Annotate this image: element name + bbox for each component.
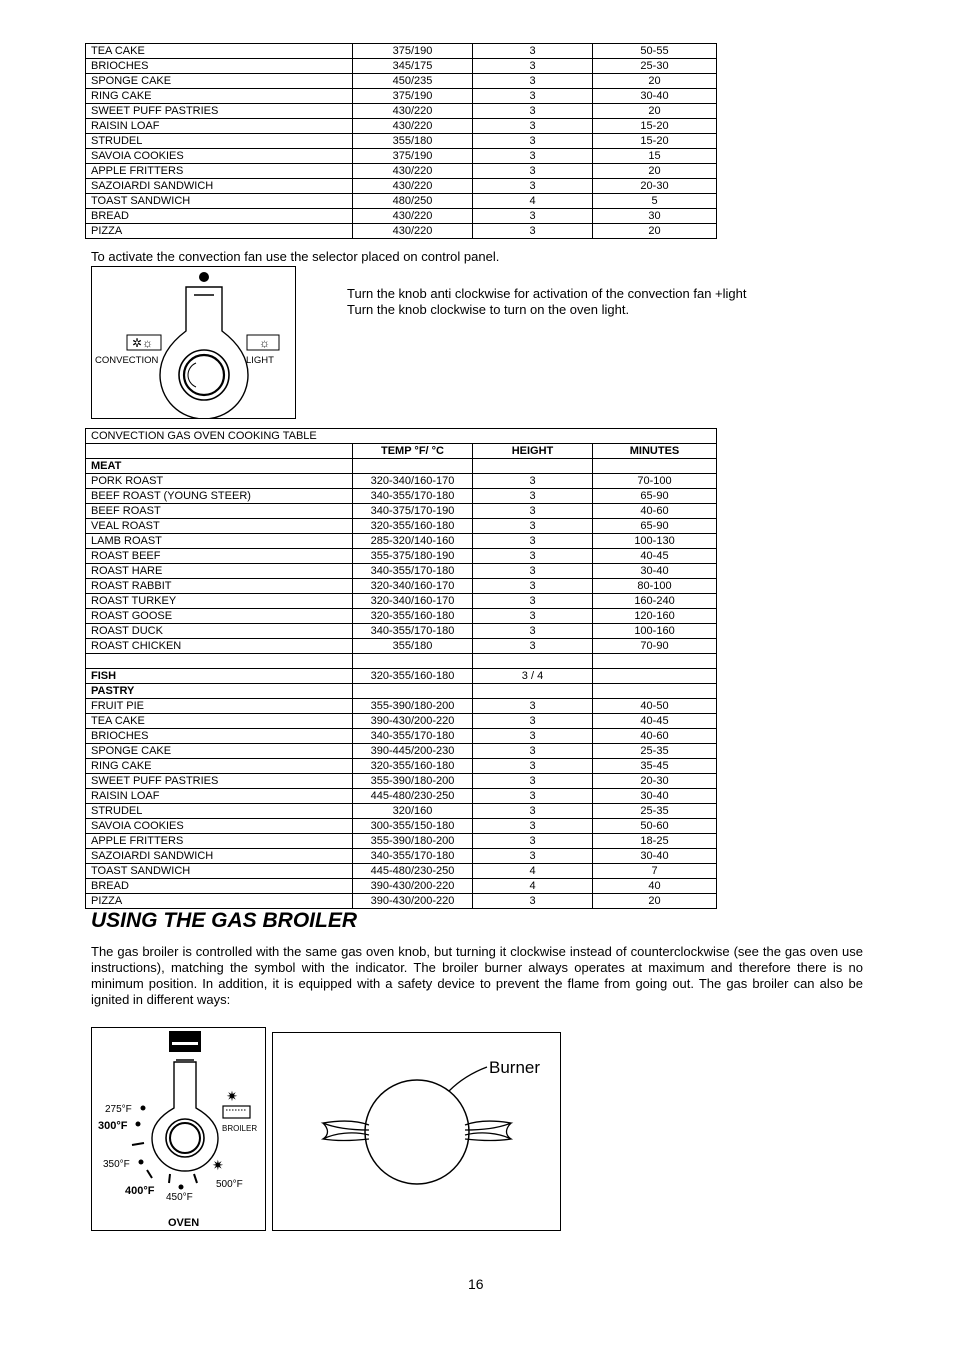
knob-instruction-2: Turn the knob clockwise to turn on the oven light. [347,302,630,317]
minutes-cell: 70-90 [593,639,717,654]
item-cell: ROAST GOOSE [86,609,353,624]
minutes-cell: 40-45 [593,549,717,564]
table-row [86,549,717,564]
item-cell: FISH [86,669,353,684]
header-minutes: MINUTES [593,444,717,459]
height-cell: 3 [473,549,593,564]
temp-cell: 340-355/170-180 [353,729,473,744]
table-row [86,699,717,714]
table-row [86,149,717,164]
item-cell: TOAST SANDWICH [86,864,353,879]
height-cell: 3 / 4 [473,669,593,684]
table-row [86,44,717,59]
table-row [86,224,717,239]
minutes-cell: 25-30 [593,59,717,74]
height-cell: 3 [473,209,593,224]
burner-figure [272,1032,561,1231]
minutes-cell: 40 [593,879,717,894]
item-cell: RING CAKE [86,759,353,774]
header-item [86,444,353,459]
table-row [86,759,717,774]
temp-cell: 355-390/180-200 [353,834,473,849]
table-row [86,609,717,624]
item-cell: STRUDEL [86,134,353,149]
minutes-cell [593,669,717,684]
item-cell: LAMB ROAST [86,534,353,549]
minutes-cell: 18-25 [593,834,717,849]
item-cell: RAISIN LOAF [86,119,353,134]
height-cell: 4 [473,194,593,209]
temp-cell: 390-430/200-220 [353,714,473,729]
height-cell: 3 [473,834,593,849]
temp-cell: 285-320/140-160 [353,534,473,549]
table-row [86,744,717,759]
temp-cell: 340-375/170-190 [353,504,473,519]
table-row [86,474,717,489]
height-cell: 3 [473,804,593,819]
temp-cell: 320-355/160-180 [353,519,473,534]
minutes-cell: 30-40 [593,564,717,579]
temp-500: 500°F [216,1179,243,1190]
height-cell: 3 [473,519,593,534]
section-row [86,669,717,684]
temp-cell: 355/180 [353,639,473,654]
table-row [86,209,717,224]
item-cell: SAZOIARDI SANDWICH [86,849,353,864]
item-cell: VEAL ROAST [86,519,353,534]
table-row [86,804,717,819]
table-row [86,119,717,134]
table-row [86,714,717,729]
height-cell: 3 [473,579,593,594]
temp-cell: 320-340/160-170 [353,579,473,594]
table-row [86,894,717,909]
burner-label: Burner [489,1058,541,1077]
height-cell: 3 [473,624,593,639]
table-row [86,624,717,639]
minutes-cell: 20 [593,164,717,179]
item-cell [86,654,353,669]
table-row [86,104,717,119]
table-row [86,879,717,894]
item-cell: ROAST RABBIT [86,579,353,594]
height-cell: 3 [473,759,593,774]
item-cell: BEEF ROAST [86,504,353,519]
minutes-cell: 30-40 [593,849,717,864]
item-cell: APPLE FRITTERS [86,834,353,849]
table-row [86,579,717,594]
minutes-cell: 20-30 [593,179,717,194]
temp-cell: 355-390/180-200 [353,774,473,789]
table-row [86,819,717,834]
item-cell: ROAST BEEF [86,549,353,564]
table-row [86,534,717,549]
broiler-flame-icon: ✷ [226,1088,238,1104]
height-cell: 3 [473,164,593,179]
temp-300: 300°F [98,1120,128,1132]
temp-cell: 355-375/180-190 [353,549,473,564]
table-row [86,849,717,864]
height-cell: 4 [473,879,593,894]
minutes-cell: 120-160 [593,609,717,624]
table-row [86,834,717,849]
temp-cell: 320-340/160-170 [353,474,473,489]
minutes-cell: 30-40 [593,789,717,804]
height-cell: 3 [473,179,593,194]
item-cell: BEEF ROAST (YOUNG STEER) [86,489,353,504]
height-cell: 3 [473,149,593,164]
broiler-label: BROILER [222,1124,258,1133]
temp-cell: 430/220 [353,209,473,224]
table-row [86,564,717,579]
table-row [86,89,717,104]
height-cell: 3 [473,44,593,59]
minutes-cell: 20 [593,224,717,239]
height-cell: 3 [473,134,593,149]
minutes-cell: 80-100 [593,579,717,594]
item-cell: PIZZA [86,894,353,909]
height-cell: 3 [473,639,593,654]
temp-cell: 375/190 [353,149,473,164]
temp-cell: 430/220 [353,224,473,239]
item-cell: SAVOIA COOKIES [86,149,353,164]
oven-broiler-knob-figure [91,1027,266,1231]
minutes-cell: 20-30 [593,774,717,789]
temp-cell: 320-355/160-180 [353,759,473,774]
temp-cell: 390-430/200-220 [353,894,473,909]
height-cell: 3 [473,609,593,624]
item-cell: MEAT [86,459,353,474]
height-cell [473,654,593,669]
height-cell [473,684,593,699]
table-title: CONVECTION GAS OVEN COOKING TABLE [86,429,717,444]
item-cell: SWEET PUFF PASTRIES [86,774,353,789]
temp-cell: 445-480/230-250 [353,864,473,879]
height-cell: 4 [473,864,593,879]
height-cell: 3 [473,534,593,549]
temp-350: 350°F [103,1159,130,1170]
minutes-cell: 7 [593,864,717,879]
table-row [86,594,717,609]
minutes-cell: 15-20 [593,119,717,134]
minutes-cell: 15-20 [593,134,717,149]
minutes-cell: 5 [593,194,717,209]
minutes-cell [593,684,717,699]
knob-instruction-1: Turn the knob anti clockwise for activation of the convection fan +light [347,286,747,301]
minutes-cell: 160-240 [593,594,717,609]
temp-cell: 430/220 [353,119,473,134]
temp-cell: 320-355/160-180 [353,669,473,684]
temp-cell: 430/220 [353,104,473,119]
table-row [86,504,717,519]
table-row [86,59,717,74]
item-cell: ROAST CHICKEN [86,639,353,654]
item-cell: APPLE FRITTERS [86,164,353,179]
minutes-cell: 40-50 [593,699,717,714]
minutes-cell: 65-90 [593,489,717,504]
temp-cell: 340-355/170-180 [353,624,473,639]
minutes-cell [593,654,717,669]
svg-text:☼: ☼ [259,336,270,350]
convection-fan-note: To activate the convection fan use the selector placed on control panel. [91,249,500,264]
height-cell: 3 [473,594,593,609]
light-icon [247,335,279,350]
height-cell: 3 [473,789,593,804]
temp-cell: 390-430/200-220 [353,879,473,894]
item-cell: TOAST SANDWICH [86,194,353,209]
temp-cell: 375/190 [353,89,473,104]
item-cell: SWEET PUFF PASTRIES [86,104,353,119]
height-cell: 3 [473,104,593,119]
temp-cell: 320/160 [353,804,473,819]
table-row [86,164,717,179]
table-row [86,729,717,744]
item-cell: BREAD [86,879,353,894]
minutes-cell: 100-130 [593,534,717,549]
height-cell: 3 [473,849,593,864]
height-cell: 3 [473,564,593,579]
temp-cell: 390-445/200-230 [353,744,473,759]
minutes-cell: 20 [593,894,717,909]
minutes-cell: 20 [593,74,717,89]
item-cell: SAZOIARDI SANDWICH [86,179,353,194]
item-cell: RAISIN LOAF [86,789,353,804]
temp-cell: 320-340/160-170 [353,594,473,609]
minutes-cell: 30-40 [593,89,717,104]
table-row [86,489,717,504]
temp-cell: 430/220 [353,179,473,194]
item-cell: TEA CAKE [86,44,353,59]
table-row [86,194,717,209]
temp-cell [353,459,473,474]
height-cell: 3 [473,714,593,729]
item-cell: PIZZA [86,224,353,239]
height-cell: 3 [473,74,593,89]
minutes-cell [593,459,717,474]
minutes-cell: 65-90 [593,519,717,534]
left-flame-icon [323,1121,369,1141]
section-row [86,684,717,699]
temp-cell: 320-355/160-180 [353,609,473,624]
height-cell: 3 [473,119,593,134]
temp-cell: 340-355/170-180 [353,489,473,504]
item-cell: ROAST TURKEY [86,594,353,609]
page-number: 16 [468,1276,484,1292]
right-flame-icon [465,1121,511,1141]
minutes-cell: 50-55 [593,44,717,59]
minutes-cell: 40-45 [593,714,717,729]
temp-cell: 340-355/170-180 [353,564,473,579]
baking-table-continued [85,43,717,239]
table-row [86,134,717,149]
table-row [86,864,717,879]
height-cell: 3 [473,474,593,489]
item-cell: SPONGE CAKE [86,74,353,89]
temp-cell: 300-355/150-180 [353,819,473,834]
broiler-paragraph: The gas broiler is controlled with the same gas oven knob, but turning it clockwise instead of counterclockwise (see the gas oven use instructions), matching the symbol with the indicator. The broiler burner always operates at maximum and therefore there is no minimum position. In addition, it is equipped with a safety device to prevent the flame from going out. The gas broiler can also be ignited in different ways: [91,944,863,1007]
table-row [86,519,717,534]
height-cell: 3 [473,774,593,789]
temp-cell: 340-355/170-180 [353,849,473,864]
temp-cell: 345/175 [353,59,473,74]
convection-knob-figure [91,266,296,419]
minutes-cell: 50-60 [593,819,717,834]
temp-cell: 375/190 [353,44,473,59]
table-title-row [86,429,717,444]
item-cell: SAVOIA COOKIES [86,819,353,834]
item-cell: RING CAKE [86,89,353,104]
height-cell [473,459,593,474]
section-row [86,459,717,474]
item-cell: TEA CAKE [86,714,353,729]
height-cell: 3 [473,224,593,239]
temp-cell: 480/250 [353,194,473,209]
height-cell: 3 [473,89,593,104]
item-cell: BREAD [86,209,353,224]
header-temp: TEMP °F/ °C [353,444,473,459]
oven-caption: OVEN [168,1217,200,1229]
table-header-row [86,444,717,459]
height-cell: 3 [473,699,593,714]
minutes-cell: 40-60 [593,504,717,519]
light-label: LIGHT [246,355,274,366]
spacer-row [86,654,717,669]
minutes-cell: 25-35 [593,804,717,819]
temp-400: 400°F [125,1185,155,1197]
item-cell: ROAST DUCK [86,624,353,639]
temp-cell [353,654,473,669]
temp-cell: 445-480/230-250 [353,789,473,804]
item-cell: ROAST HARE [86,564,353,579]
broiler-icon [223,1106,250,1118]
temp-275: 275°F [105,1104,132,1115]
height-cell: 3 [473,504,593,519]
item-cell: PASTRY [86,684,353,699]
table-row [86,639,717,654]
height-cell: 3 [473,894,593,909]
minutes-cell: 100-160 [593,624,717,639]
table-row [86,789,717,804]
minutes-cell: 20 [593,104,717,119]
item-cell: FRUIT PIE [86,699,353,714]
temp-450: 450°F [166,1192,193,1203]
minutes-cell: 15 [593,149,717,164]
max-flame-icon: ✷ [212,1157,224,1173]
height-cell: 3 [473,744,593,759]
height-cell: 3 [473,729,593,744]
temp-cell [353,684,473,699]
item-cell: SPONGE CAKE [86,744,353,759]
minutes-cell: 35-45 [593,759,717,774]
temp-cell: 355-390/180-200 [353,699,473,714]
header-height: HEIGHT [473,444,593,459]
knob-instructions [347,286,747,318]
minutes-cell: 25-35 [593,744,717,759]
table-row [86,179,717,194]
table-row [86,74,717,89]
item-cell: BRIOCHES [86,729,353,744]
height-cell: 3 [473,59,593,74]
temp-cell: 355/180 [353,134,473,149]
minutes-cell: 70-100 [593,474,717,489]
table-row [86,774,717,789]
svg-text:✲☼: ✲☼ [132,336,154,350]
height-cell: 3 [473,489,593,504]
convection-cooking-table [85,428,717,909]
item-cell: STRUDEL [86,804,353,819]
item-cell: PORK ROAST [86,474,353,489]
temp-cell: 430/220 [353,164,473,179]
minutes-cell: 30 [593,209,717,224]
item-cell: BRIOCHES [86,59,353,74]
height-cell: 3 [473,819,593,834]
section-title: USING THE GAS BROILER [91,909,358,932]
fan-light-icon [127,335,161,350]
minutes-cell: 40-60 [593,729,717,744]
convection-label: CONVECTION [95,355,159,366]
temp-cell: 450/235 [353,74,473,89]
burner-shape [365,1080,469,1184]
